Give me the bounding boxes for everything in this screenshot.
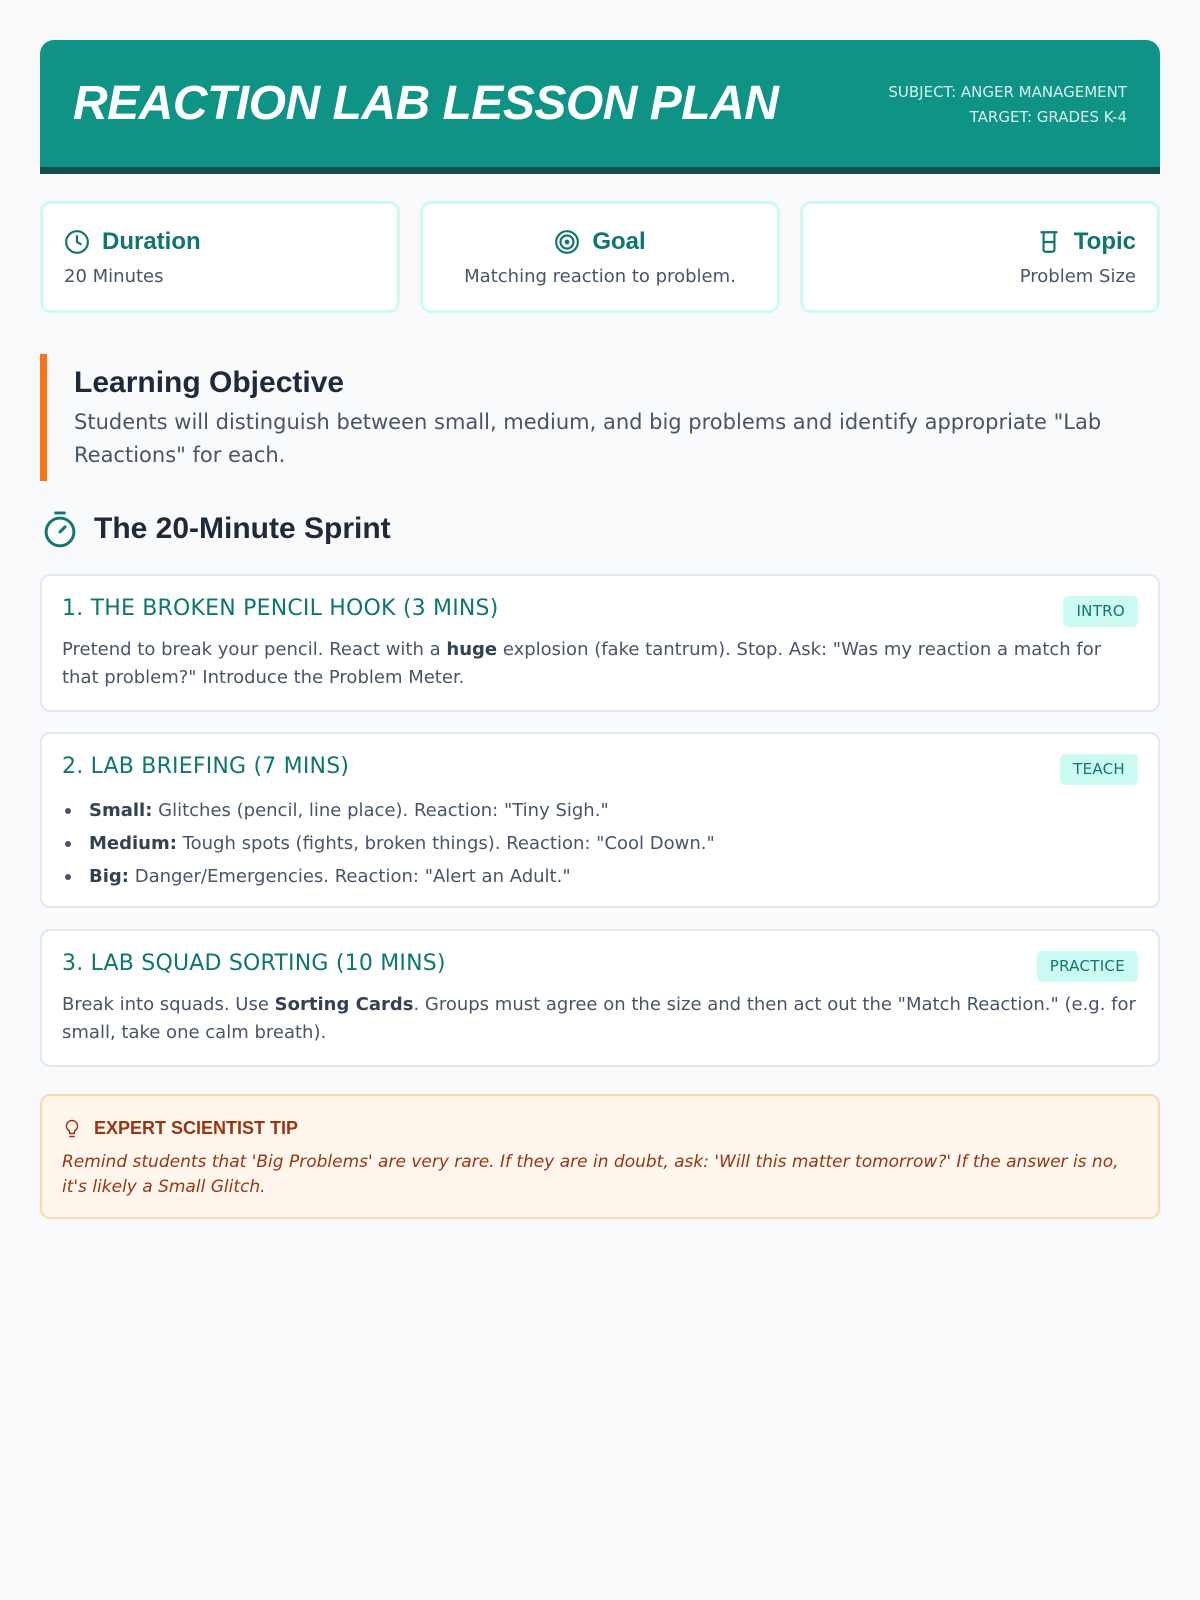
step-list	[62, 794, 715, 893]
step-emphasis: huge	[446, 639, 498, 660]
list-item-label: Small:	[89, 800, 153, 821]
step-tag: TEACH	[1060, 754, 1138, 785]
target-label: TARGET: GRADES K-4	[969, 108, 1127, 126]
beaker-icon	[1036, 229, 1062, 255]
step-text: . Groups must agree on the size and then act out the "Match Reaction." (e.g. for small, take one calm breath).	[62, 994, 1136, 1043]
topic-card	[800, 201, 1160, 313]
duration-label: Duration	[102, 228, 201, 255]
list-item-text: Glitches (pencil, line place). Reaction: "Tiny Sigh."	[152, 800, 609, 821]
sprint-title: The 20-Minute Sprint	[94, 512, 391, 545]
goal-value: Matching reaction to problem.	[464, 266, 736, 287]
step-text: Break into squads. Use	[62, 994, 275, 1015]
step-title: 2. LAB BRIEFING (7 MINS)	[62, 754, 350, 779]
step-tag: PRACTICE	[1037, 951, 1138, 982]
duration-card	[40, 201, 400, 313]
step-title: 3. LAB SQUAD SORTING (10 MINS)	[62, 951, 446, 976]
list-item-text: Danger/Emergencies. Reaction: "Alert an Adult."	[128, 866, 571, 887]
learning-objective	[40, 354, 1160, 481]
list-item	[62, 827, 715, 860]
page-header	[40, 40, 1160, 174]
page-title: REACTION LAB LESSON PLAN	[73, 77, 779, 130]
objective-text: Students will distinguish between small, medium, and big problems and identify appropriate "Lab Reactions" for each.	[74, 410, 1102, 467]
target-icon	[554, 229, 580, 255]
step-description	[62, 636, 1142, 692]
objective-title: Learning Objective	[74, 366, 345, 399]
list-item-label: Big:	[89, 866, 129, 887]
subject-label: SUBJECT: ANGER MANAGEMENT	[888, 83, 1127, 101]
stopwatch-icon	[42, 510, 78, 548]
step-title: 1. THE BROKEN PENCIL HOOK (3 MINS)	[62, 596, 499, 621]
step-text: explosion (fake tantrum). Stop. Ask: "Was my reaction a match for that problem?" Introduce the Problem Meter.	[62, 639, 1102, 688]
step-text: Pretend to break your pencil. React with a	[62, 639, 447, 660]
lightbulb-icon	[64, 1119, 80, 1139]
tip-label: EXPERT SCIENTIST TIP	[94, 1118, 299, 1138]
step-card-3	[40, 929, 1160, 1067]
list-item-text: Tough spots (fights, broken things). Reaction: "Cool Down."	[176, 833, 715, 854]
duration-heading	[64, 228, 201, 256]
tip-text: Remind students that 'Big Problems' are very rare. If they are in doubt, ask: 'Will this matter tomorrow?' If the answer is no, it's likely a Small Glitch.	[62, 1152, 1119, 1197]
header-meta	[888, 80, 1127, 130]
sprint-heading	[42, 510, 391, 548]
tip-heading	[64, 1118, 298, 1139]
list-item-label: Medium:	[89, 833, 177, 854]
goal-card	[420, 201, 780, 313]
topic-value: Problem Size	[1019, 266, 1136, 287]
duration-value: 20 Minutes	[64, 266, 164, 287]
list-item	[62, 860, 715, 893]
step-card-1	[40, 574, 1160, 712]
expert-tip	[40, 1094, 1160, 1219]
list-item	[62, 794, 715, 827]
step-description	[62, 991, 1142, 1047]
goal-heading	[423, 228, 777, 256]
goal-label: Goal	[592, 228, 646, 255]
topic-label: Topic	[1073, 228, 1136, 255]
step-emphasis: Sorting Cards	[274, 994, 414, 1015]
topic-heading	[1036, 228, 1136, 256]
clock-icon	[64, 229, 90, 255]
step-tag: INTRO	[1063, 596, 1138, 627]
step-card-2	[40, 732, 1160, 908]
